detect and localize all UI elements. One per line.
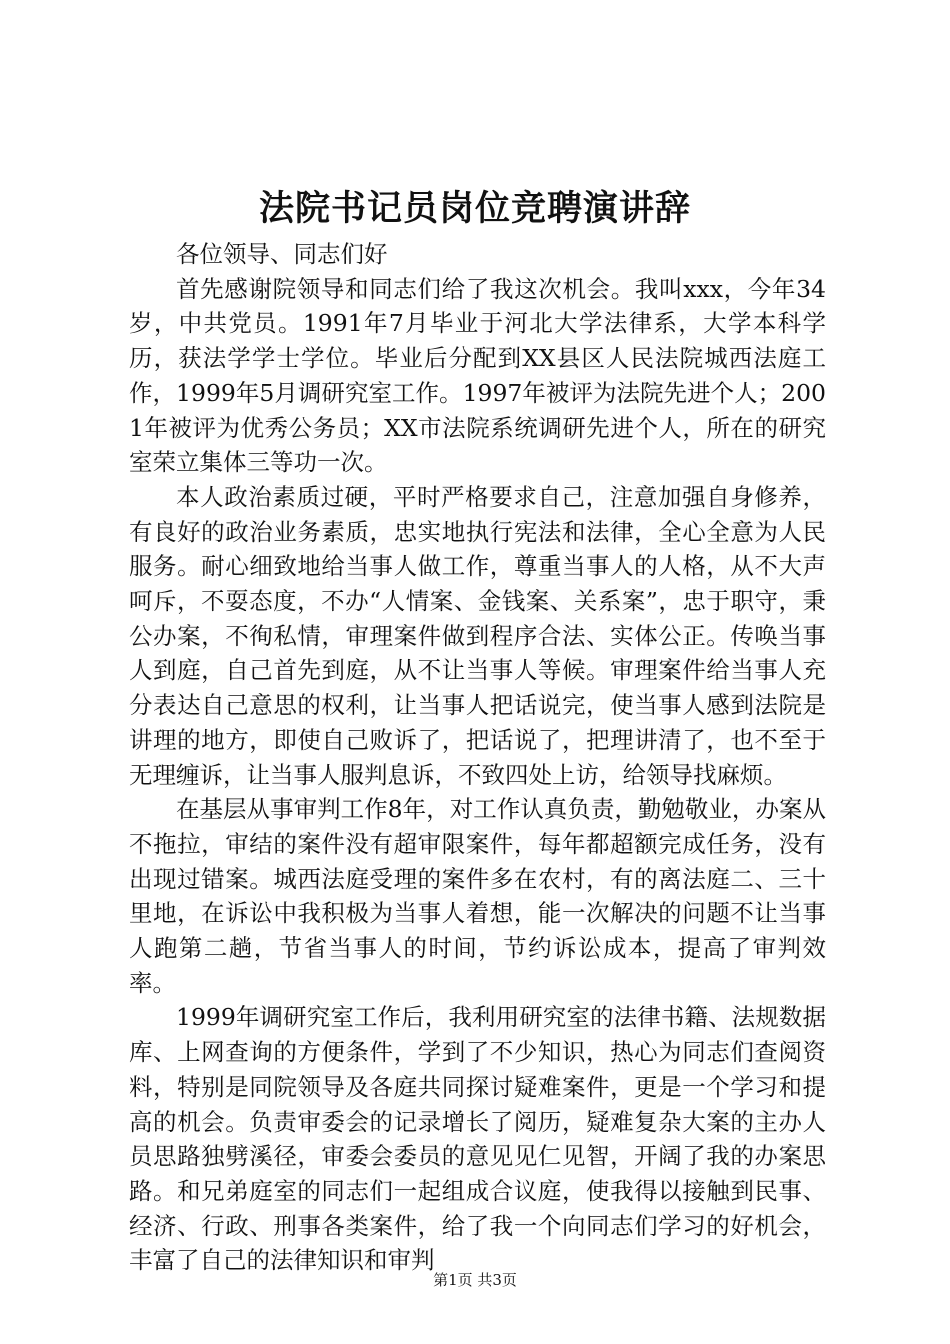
body-paragraph: 首先感谢院领导和同志们给了我这次机会。我叫xxx，今年34岁，中共党员。1991年7月毕业于河北大学法律系，大学本科学历，获法学学士学位。毕业后分配到XX县区人民法院城西法庭工作，1999年5月调研究室工作。1997年被评为法院先进个人；2001年被评为优秀公务员；XX市法院系统调研先进个人，所在的研究室荣立集体三等功一次。	[129, 274, 826, 477]
body-paragraph: 本人政治素质过硬，平时严格要求自己，注意加强自身修养，有良好的政治业务素质，忠实地执行宪法和法律，全心全意为人民服务。耐心细致地给当事人做工作，尊重当事人的人格，从不大声呵斥，不耍态度，不办“人情案、金钱案、关系案”，忠于职守，秉公办案，不徇私情，审理案件做到程序合法、实体公正。传唤当事人到庭，自己首先到庭，从不让当事人等候。审理案件给当事人充分表达自己意思的权利，让当事人把话说完，使当事人感到法院是讲理的地方，即使自己败诉了，把话说了，把理讲清了，也不至于无理缠诉，让当事人服判息诉，不致四处上访，给领导找麻烦。	[129, 482, 826, 789]
salutation-paragraph: 各位领导、同志们好	[176, 240, 388, 268]
document-body	[129, 237, 826, 1278]
body-paragraph: 在基层从事审判工作8年，对工作认真负责，勤勉敬业，办案从不拖拉，审结的案件没有超审限案件，每年都超额完成任务，没有出现过错案。城西法庭受理的案件多在农村，有的离法庭二、三十里地，在诉讼中我积极为当事人着想，能一次解决的问题不让当事人跑第二趟，节省当事人的时间，节约诉讼成本，提高了审判效率。	[129, 795, 826, 997]
document-title: 法院书记员岗位竞聘演讲辞	[258, 188, 691, 229]
page-number-footer: 第1页 共3页	[433, 1271, 517, 1289]
body-paragraph: 1999年调研究室工作后，我利用研究室的法律书籍、法规数据库、上网查询的方便条件，学到了不少知识，热心为同志们查阅资料，特别是同院领导及各庭共同探讨疑难案件，更是一个学习和提高的机会。负责审委会的记录增长了阅历，疑难复杂大案的主办人员思路独劈溪径，审委会委员的意见见仁见智，开阔了我的办案思路。和兄弟庭室的同志们一起组成合议庭，使我得以接触到民事、经济、行政、刑事各类案件，给了我一个向同志们学习的好机会，丰富了自己的法律知识和审判	[129, 1003, 826, 1275]
